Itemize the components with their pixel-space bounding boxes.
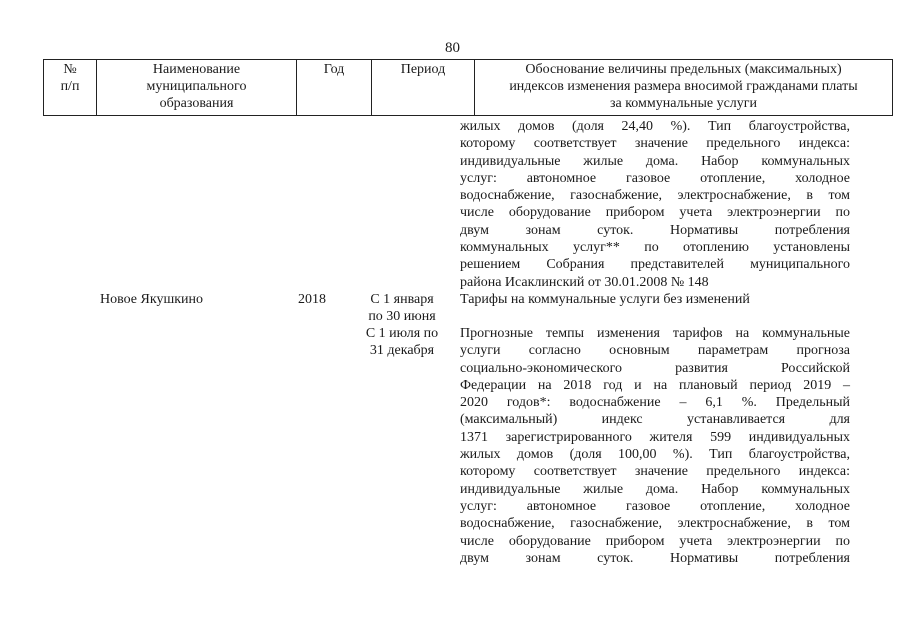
basis-second-half: Прогнозные темпы изменения тарифов на коммунальные услуги согласно основным параметрам прогноза социально-экономического развития Российской Федерации на 2018 год и на плановый период 2019 – 2020 годов*: водоснабжение – 6,1 %. Предельный (максимальный) индекс устанавливается для 1371 зарегистрированного жителя 599 индивидуальных жилых домов (доля 100,00 %). Тип благоустройства, которому соответствует значение предельного индекса: индивидуальные жилые дома. Набор коммунальных услуг: автономное газовое отопление, холодное водоснабжение, газоснабжение, электроснабжение, в том числе оборудование прибором учета электроэнергии по двум зонам суток. Нормативы потребления — [460, 326, 850, 566]
header-basis: Обоснование величины предельных (максимальных) индексов изменения размера вносимой гражданами платы за коммунальные услуги — [475, 60, 893, 116]
continued-basis-text: жилых домов (доля 24,40 %). Тип благоустройства, которому соответствует значение предельного индекса: индивидуальные жилые дома. Набор коммунальных услуг: автономное газовое отопление, холодное водоснабжение, газоснабжение, электроснабжение, в том числе оборудование прибором учета электроэнергии по двум зонам суток. Нормативы потребления коммунальных услуг** по отоплению установлены решением Собрания представителей муниципального района Исаклинский от 30.01.2008 № 148 — [460, 119, 850, 290]
page-number: 80 — [445, 40, 460, 56]
header-year: Год — [297, 60, 372, 116]
header-name: Наименование муниципального образования — [97, 60, 297, 116]
table-header — [43, 59, 893, 116]
year-value: 2018 — [298, 292, 326, 307]
period-second-half: С 1 июля по 31 декабря — [365, 326, 439, 359]
header-period: Период — [372, 60, 475, 116]
header-num: № п/п — [44, 60, 97, 116]
period-first-half: С 1 января по 30 июня — [368, 292, 436, 325]
basis-first-half: Тарифы на коммунальные услуги без изменений — [460, 292, 750, 307]
municipality-name: Новое Якушкино — [100, 292, 204, 307]
